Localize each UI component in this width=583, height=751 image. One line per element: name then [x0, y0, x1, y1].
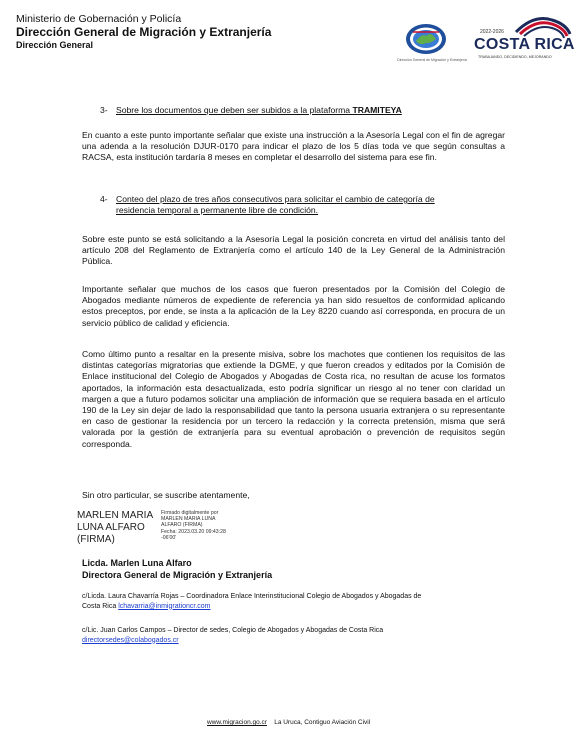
signer-block [82, 557, 272, 581]
section-number: 4- [100, 194, 108, 204]
paragraph-templates: Como último punto a resaltar en la presente misiva, sobre los machotes que contienen los requisitos de las distintas categorías migratorias que extiende la DGME, y que fueron creados y editados por la Comisión de Enlace institucional del Colegio de Abogados y Abogadas de Costa rica, no resultan de acuse los formatos aportados, la información esta desactualizada, esto podría significar un riesgo al no tener con claridad un margen a que a futuro podamos solicitar una ampliación de información que se requiera basada en el artículo 190 de la Ley sin dejar de lado la responsabilidad que tanto la persona usuaria extranjera o su representante en caso de gestionar la residencia por un tercero la redacción y la correcta pretensión, misma que será valorada por la gestión de extranjería para su eventual aprobación o prevención de requisitos según corresponda. [82, 349, 505, 449]
signature-name-line: LUNA ALFARO [77, 522, 145, 533]
office-name: Dirección General [16, 40, 94, 50]
directorate-name: Dirección General de Migración y Extranjería [16, 25, 272, 39]
seal-caption: Dirección General de Migración y Extranjería [397, 58, 467, 62]
brand-name: COSTA RICA [474, 36, 575, 53]
cc-text: c/Licda. Laura Chavarría Rojas – Coordinadora Enlace Interinstitucional Colegio de Abogados y Abogadas de [82, 593, 422, 600]
cc-recipient [82, 592, 505, 611]
signature-name-line: MARLEN MARIA [77, 510, 154, 521]
cc-text: Costa Rica lchavarria@inmigrationcr.com [82, 602, 211, 610]
paragraph-legal-position: Sobre este punto se está solicitando a la Asesoría Legal la posición concreta en virtud del análisis tanto del artículo 208 del Reglamento de Extranjería como el artículo 140 de la Ley General de la Administración Pública. [82, 234, 505, 267]
section-number: 3- [100, 105, 108, 115]
page-footer [207, 719, 370, 726]
email-link[interactable]: lchavarria@inmigrationcr.com [118, 602, 211, 610]
ministry-name: Ministerio de Gobernación y Policía [16, 13, 182, 25]
brand-years: 2022-2026 [480, 29, 504, 35]
stamp-line: Fecha: 2023.03.20 09:43:28 [161, 528, 226, 535]
brand-tagline: TRABAJANDO, DECIDIENDO, MEJORANDO [478, 55, 552, 59]
signer-title: Directora General de Migración y Extranjería [82, 570, 273, 580]
cc-recipient [82, 626, 505, 645]
footer-address: La Uruca, Contiguo Aviación Civil [274, 719, 371, 726]
website-link[interactable]: www.migracion.go.cr [207, 719, 267, 726]
stamp-line: ALFARO (FIRMA) [161, 522, 203, 529]
email-link[interactable]: directorsedes@colabogados.cr [82, 636, 179, 644]
cc-text: c/Lic. Juan Carlos Campos – Director de sedes, Colegio de Abogados y Abogadas de Costa Rica [82, 627, 384, 634]
stamp-line: -06'00' [161, 534, 177, 541]
stamp-line: Firmado digitalmente por [161, 510, 219, 516]
section-title: Conteo del plazo de tres años consecutivos para solicitar el cambio de categoría de residencia temporal a permanente libre de condición. [116, 194, 435, 216]
closing-line: Sin otro particular, se suscribe atentamente, [82, 490, 250, 500]
paragraph-resolved-cases: Importante señalar que muchos de los casos que fueron presentados por la Comisión del Colegio de Abogados mediante números de expediente de referencia ya han sido resueltos de conformidad aplicando estos preceptos, por ende, se insta a la aplicación de la Ley 8220 cuando así corresponda, en procura de un servicio público de calidad y eficiencia. [82, 284, 505, 328]
migration-seal-logo [404, 22, 448, 56]
section-title: Sobre los documentos que deben ser subidos a la plataforma TRAMITEYA [116, 105, 402, 115]
stamp-line: MARLEN MARIA LUNA [161, 516, 216, 523]
signature-block [77, 510, 153, 546]
section-4-heading [100, 194, 505, 218]
signer-name: Licda. Marlen Luna Alfaro [82, 558, 192, 568]
letterhead [0, 0, 583, 90]
signature-name-line: (FIRMA) [77, 534, 115, 545]
digital-signature-stamp [161, 510, 271, 541]
paragraph-addendum: En cuanto a este punto importante señalar que existe una instrucción a la Asesoría Legal con el fin de agregar una adenda a la resolución DJUR-0170 para indicar el plazo de los 5 días toda ve que según consultas a RACSA, esta institución tardaría 8 meses en completar el desarrollo del sistema para ese fin. [82, 130, 505, 163]
